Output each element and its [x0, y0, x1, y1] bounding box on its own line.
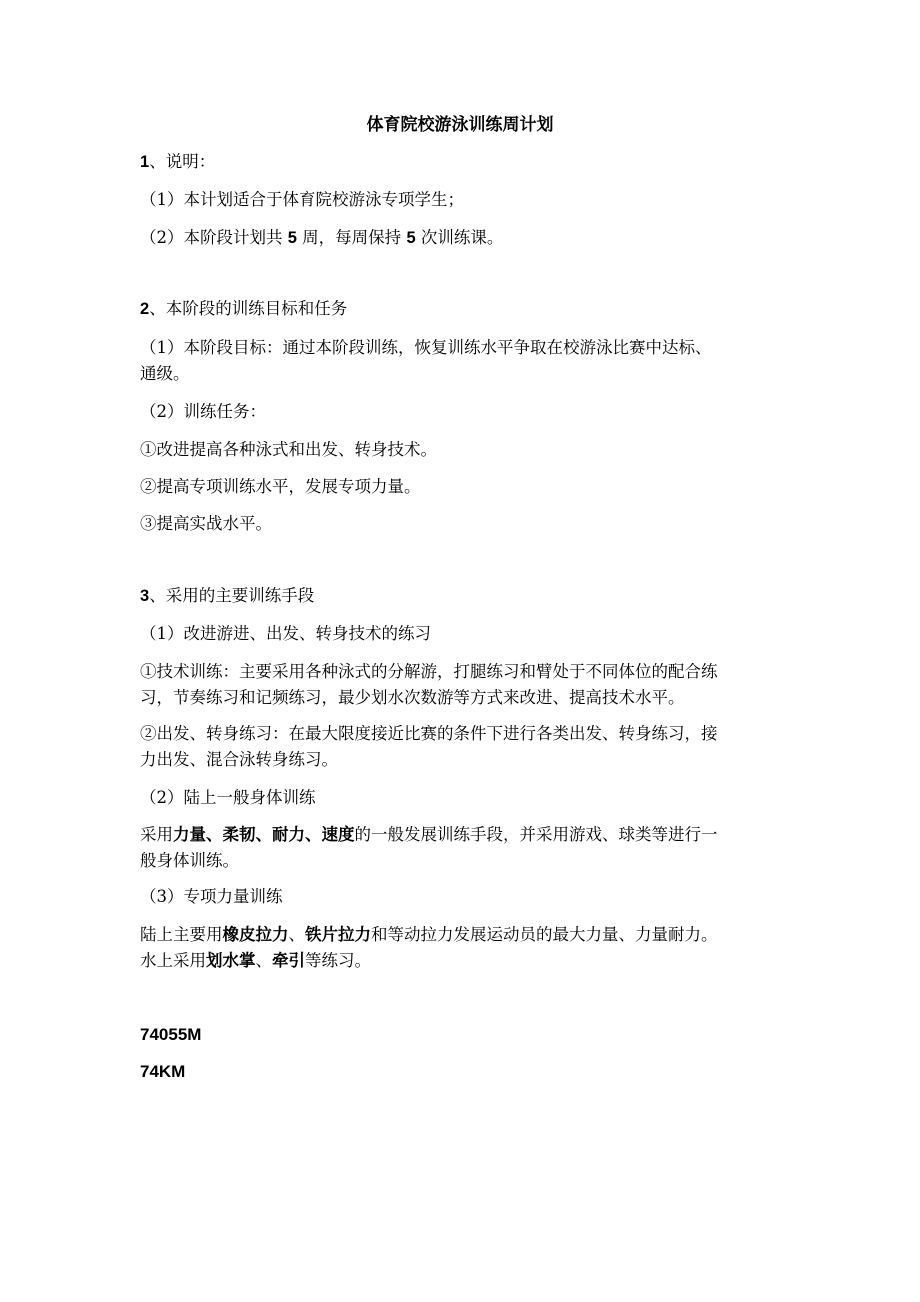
section3-number: 3 — [140, 587, 150, 605]
section2-heading-text: 、本阶段的训练目标和任务 — [149, 299, 348, 318]
code-line2: 74KM — [140, 1062, 186, 1081]
section1-heading — [140, 149, 790, 175]
text-part: 采用 — [140, 825, 173, 844]
text-part: 等练习。 — [305, 951, 371, 970]
section1-item2 — [140, 225, 790, 251]
bold-term: 牵引 — [272, 951, 305, 970]
section2-tasks-heading: （2）训练任务： — [140, 402, 266, 421]
section2-goal-line2: 通级。 — [140, 364, 190, 383]
section3-sub2: （2）陆上一般身体训练 — [140, 788, 316, 807]
text-part: 和等动拉力发展运动员的最大力量、力量耐力。 — [371, 925, 718, 944]
section3-heading — [140, 583, 790, 609]
text-part: 陆上主要用 — [140, 925, 223, 944]
section3-strength-line1 — [140, 922, 790, 948]
section3-general-line1 — [140, 822, 790, 848]
bold-term: 柔韧 — [222, 825, 256, 844]
separator: 、 — [255, 825, 272, 844]
sessions-number: 5 — [406, 229, 416, 247]
text-part: 水上采用 — [140, 951, 206, 970]
bold-term: 力量 — [173, 825, 206, 844]
bold-term: 速度 — [321, 825, 355, 844]
section3-heading-text: 、采用的主要训练手段 — [149, 586, 315, 605]
section3-start-line1: ②出发、转身练习：在最大限度接近比赛的条件下进行各类出发、转身练习，接 — [140, 724, 718, 743]
section2-number: 2 — [140, 300, 150, 318]
text-part: 的一般发展训练手段，并采用游戏、球类等进行一 — [354, 825, 718, 844]
section2-task1: ①改进提高各种泳式和出发、转身技术。 — [140, 440, 437, 459]
separator: 、 — [255, 951, 272, 970]
code-line1: 74055M — [140, 1025, 202, 1044]
text-part: （2）本阶段计划共 — [140, 228, 288, 247]
section2-goal-line1: （1）本阶段目标：通过本阶段训练，恢复训练水平争取在校游泳比赛中达标、 — [140, 338, 712, 357]
text-part: 次训练课。 — [415, 228, 504, 247]
section3-tech-line1: ①技术训练：主要采用各种泳式的分解游，打腿练习和臂处于不同体位的配合练 — [140, 662, 718, 681]
bold-term: 划水掌 — [206, 951, 256, 970]
text-part: 周，每周保持 — [296, 228, 407, 247]
section3-strength-line2 — [140, 948, 790, 974]
bold-term: 橡皮拉力 — [222, 925, 289, 944]
section3-general-line2: 般身体训练。 — [140, 851, 239, 870]
separator: 、 — [206, 825, 223, 844]
section1-item1: （1）本计划适合于体育院校游泳专项学生； — [140, 190, 464, 209]
weeks-number: 5 — [287, 229, 297, 247]
section3-sub1: （1）改进游进、出发、转身技术的练习 — [140, 624, 431, 643]
bold-term: 耐力 — [272, 825, 305, 844]
section2-heading — [140, 296, 790, 322]
section3-sub3: （3）专项力量训练 — [140, 887, 283, 906]
section2-task2: ②提高专项训练水平，发展专项力量。 — [140, 477, 421, 496]
section2-task3: ③提高实战水平。 — [140, 514, 272, 533]
section3-start-line2: 力出发、混合泳转身练习。 — [140, 750, 338, 769]
document-title: 体育院校游泳训练周计划 — [366, 115, 554, 135]
separator: 、 — [288, 925, 305, 944]
separator: 、 — [305, 825, 322, 844]
bold-term: 铁片拉力 — [305, 925, 371, 944]
section3-tech-line2: 习，节奏练习和记频练习，最少划水次数游等方式来改进、提高技术水平。 — [140, 688, 685, 707]
section1-number: 1 — [140, 153, 150, 171]
section1-heading-text: 、说明： — [149, 152, 216, 171]
